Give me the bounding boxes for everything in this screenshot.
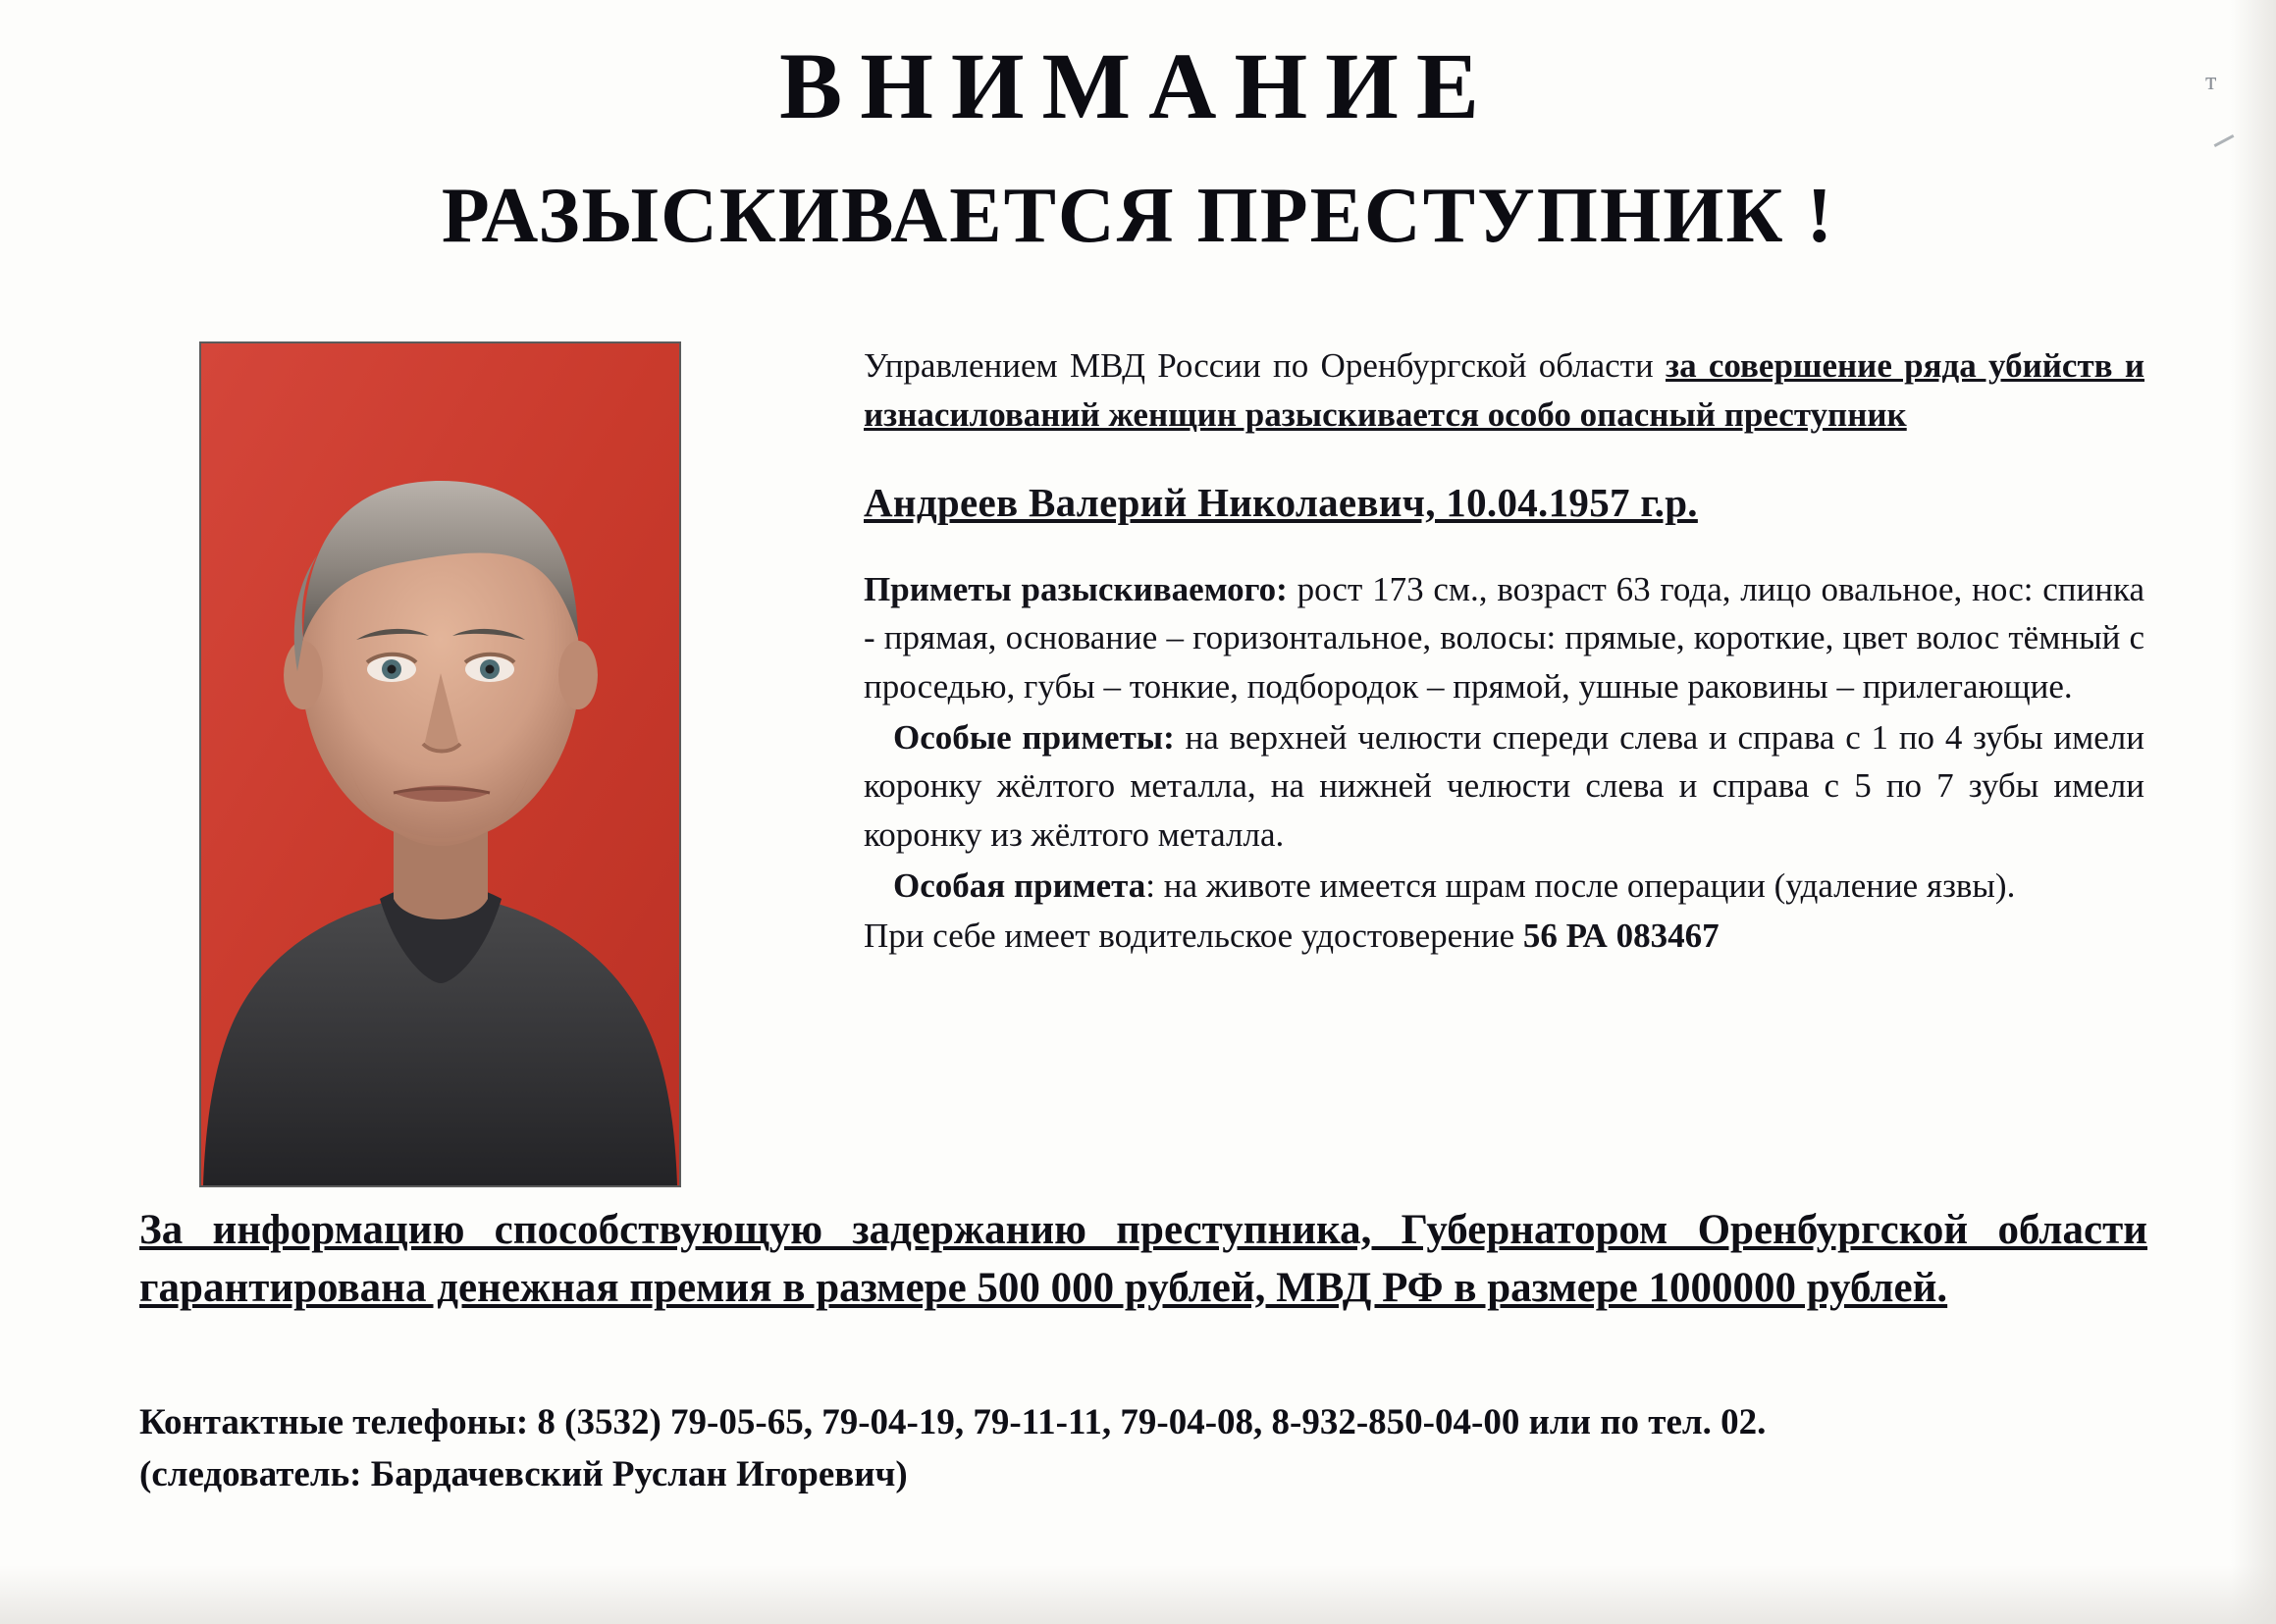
- signs-label: Приметы разыскиваемого:: [864, 569, 1288, 608]
- contacts-block: [139, 1397, 2161, 1500]
- page-title-wanted: РАЗЫСКИВАЕТСЯ ПРЕСТУПНИК !: [441, 173, 1835, 259]
- intro-plain-text: Управлением МВД России по Оренбургской области: [864, 346, 1666, 385]
- document-number: 56 РА 083467: [1522, 917, 1720, 956]
- special-signs-text: на верхней челюсти спереди слева и справа с 1 по 4 зубы имели коронку жёлтого металла, на нижней челюсти слева и справа с 5 по 7 зубы имели коронку из жёлтого металла.: [864, 717, 2144, 855]
- page-title-attention: ВНИМАНИЕ: [779, 33, 1497, 138]
- special-sign-text: : на животе имеется шрам после операции (удаление язвы).: [1145, 865, 2016, 905]
- wanted-person-photo: [199, 341, 681, 1187]
- intro-underlined-text: за совершение ряда убийств и изнасилований женщин разыскивается особо опасный преступник: [864, 346, 2144, 434]
- reward-notice: За информацию способствующую задержанию преступника, Губернатором Оренбургской области гарантирована денежная премия в размере 500 000 рублей, МВД РФ в размере 1000000 рублей.: [139, 1207, 2147, 1312]
- description-column: [864, 341, 2144, 963]
- special-sign-paragraph: [864, 862, 2144, 911]
- scan-artifact-mark-icon: т: [2205, 67, 2217, 95]
- signs-paragraph: [864, 565, 2144, 711]
- scan-edge-shading-bottom: [0, 1565, 2276, 1624]
- special-sign-label: Особая примета: [893, 865, 1146, 905]
- signs-text: рост 173 см., возраст 63 года, лицо овальное, нос: спинка - прямая, основание – горизонтальное, волосы: прямые, короткие, цвет волос тёмный с проседью, губы – тонкие, подбородок – прямой, ушные раковины – прилегающие.: [864, 569, 2144, 706]
- special-signs-label: Особые приметы:: [893, 717, 1175, 757]
- special-signs-paragraph: [864, 713, 2144, 860]
- portrait-illustration: [201, 343, 679, 1185]
- scan-artifact-streak-icon: [2214, 134, 2235, 147]
- document-paragraph: [864, 912, 2144, 961]
- document-text: При себе имеет водительское удостоверение: [864, 917, 1523, 956]
- contacts-phones: Контактные телефоны: 8 (3532) 79-05-65, 79-04-19, 79-11-11, 79-04-08, 8-932-850-04-00 или по тел. 02.: [139, 1402, 1767, 1442]
- intro-paragraph: [864, 341, 2144, 439]
- wanted-person-name: Андреев Валерий Николаевич, 10.04.1957 г.р.: [864, 480, 1698, 526]
- contacts-investigator: (следователь: Бардачевский Руслан Игоревич): [139, 1453, 908, 1494]
